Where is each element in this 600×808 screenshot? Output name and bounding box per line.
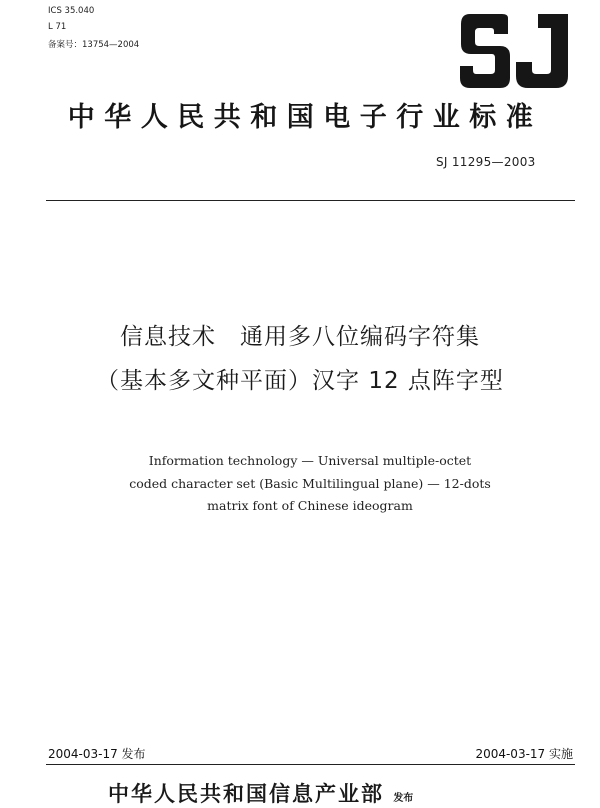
publisher-name: 中华人民共和国信息产业部 <box>108 781 384 806</box>
ccs-code: L 71 <box>48 22 67 32</box>
standard-type-heading: 中华人民共和国电子行业标准 <box>67 102 543 133</box>
sj-logo-mark <box>460 14 568 88</box>
filing-number: 备案号：13754—2004 <box>48 40 140 50</box>
sj-logo <box>458 12 570 92</box>
chinese-title-line-1: 信息技术 通用多八位编码字符集 <box>120 324 480 350</box>
english-title-line-1: Information technology — Universal multiple-octet <box>148 453 472 468</box>
ics-code: ICS 35.040 <box>48 6 95 16</box>
bottom-divider <box>46 764 575 765</box>
top-divider <box>46 200 575 201</box>
english-title-line-2: coded character set (Basic Multilingual plane) — 12-dots <box>129 476 491 491</box>
implementation-date: 2004-03-17 实施 <box>475 747 573 761</box>
chinese-title-line-2: （基本多文种平面）汉字 12 点阵字型 <box>96 368 504 394</box>
english-title-line-3: matrix font of Chinese ideogram <box>207 498 413 513</box>
publisher-suffix: 发布 <box>393 793 414 804</box>
standard-number: SJ 11295—2003 <box>436 155 536 169</box>
issue-date: 2004-03-17 发布 <box>48 747 146 761</box>
publisher <box>108 778 413 808</box>
